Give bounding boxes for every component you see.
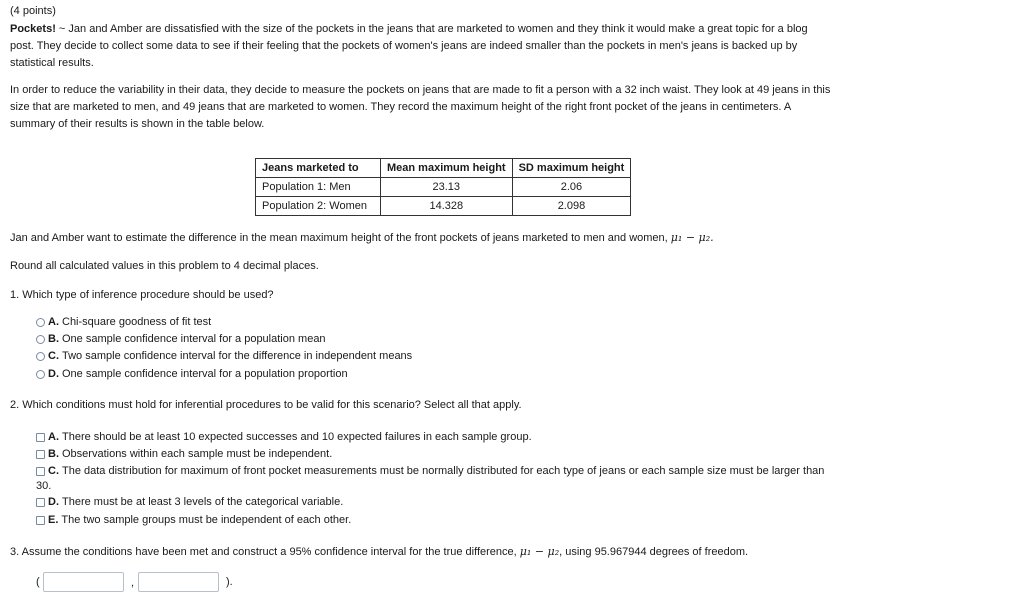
intro-line-3: statistical results. [10, 57, 94, 69]
intro-line-2: post. They decide to collect some data to see if their feeling that the pockets of women's jeans are indeed smaller than the pockets in men's jeans is backed up by [10, 40, 798, 52]
points-label: (4 points) [10, 5, 56, 17]
option-text: The data distribution for maximum of front pocket measurements must be normally distributed for each type of jeans or each sample size must be larger than [62, 465, 825, 477]
method-line-2: size that are marketed to men, and 49 jeans that are marketed to women. They record the maximum height of the right front pocket of the jeans in centimeters. A [10, 101, 792, 113]
table-cell: Population 1: Men [256, 178, 381, 197]
q1-option-d[interactable] [36, 366, 348, 383]
header-jeans: Jeans marketed to [256, 159, 381, 178]
lower-bound-input[interactable] [43, 572, 124, 592]
table-cell: Population 2: Women [256, 197, 381, 216]
rounding-instruction: Round all calculated values in this problem to 4 decimal places. [10, 260, 319, 272]
intro-paragraph [10, 21, 910, 72]
q2-option-d[interactable] [36, 494, 343, 511]
checkbox[interactable] [36, 498, 45, 507]
option-text: There should be at least 10 expected successes and 10 expected failures in each sample group. [62, 431, 532, 443]
q1-option-b[interactable] [36, 331, 326, 348]
option-letter: C. [48, 465, 59, 477]
option-letter: A. [48, 431, 59, 443]
q3-prompt-suffix: , using 95.967944 degrees of freedom. [559, 546, 749, 558]
q2-prompt: 2. Which conditions must hold for inferential procedures to be valid for this scenario? Select all that apply. [10, 399, 522, 411]
table-row [256, 197, 631, 216]
summary-table [255, 158, 631, 216]
open-paren: ( [36, 576, 40, 588]
option-letter: D. [48, 496, 59, 508]
option-letter: C. [48, 350, 59, 362]
option-text: Chi-square goodness of fit test [62, 316, 212, 328]
checkbox[interactable] [36, 450, 45, 459]
method-paragraph [10, 82, 910, 133]
mu-difference: μ₁ − μ₂. [670, 231, 714, 244]
option-text: One sample confidence interval for a population mean [62, 333, 326, 345]
table-cell: 2.06 [512, 178, 631, 197]
option-letter: E. [48, 514, 59, 526]
header-sd: SD maximum height [512, 159, 631, 178]
q1-option-c[interactable] [36, 348, 412, 365]
estimate-statement [10, 229, 714, 247]
estimate-text: Jan and Amber want to estimate the difference in the mean maximum height of the front pockets of jeans marketed to men and women, [10, 232, 671, 244]
option-letter: D. [48, 368, 59, 380]
table-header-row [256, 159, 631, 178]
option-text: One sample confidence interval for a population proportion [62, 368, 348, 380]
title-separator: ~ [55, 23, 69, 35]
q2-option-a[interactable] [36, 429, 532, 446]
upper-bound-input[interactable] [138, 572, 219, 592]
method-line-3: summary of their results is shown in the table below. [10, 118, 265, 130]
mu-difference: μ₁ − μ₂ [519, 545, 560, 558]
header-mean: Mean maximum height [381, 159, 513, 178]
q2-option-e[interactable] [36, 512, 351, 529]
problem-title: Pockets! [10, 23, 56, 35]
radio-button[interactable] [36, 335, 45, 344]
table-cell: 14.328 [381, 197, 513, 216]
q2-option-c[interactable] [36, 463, 824, 480]
table-row [256, 178, 631, 197]
radio-button[interactable] [36, 318, 45, 327]
table-cell: 2.098 [512, 197, 631, 216]
option-letter: A. [48, 316, 59, 328]
option-text: Two sample confidence interval for the difference in independent means [62, 350, 413, 362]
option-text: The two sample groups must be independent of each other. [61, 514, 352, 526]
comma: , [131, 577, 135, 589]
close-paren: ). [226, 576, 233, 588]
radio-button[interactable] [36, 352, 45, 361]
radio-button[interactable] [36, 370, 45, 379]
option-letter: B. [48, 333, 59, 345]
intro-line-1: Jan and Amber are dissatisfied with the size of the pockets in the jeans that are marketed to women and they think it would make a great topic for a blog [68, 23, 808, 35]
q1-prompt: 1. Which type of inference procedure should be used? [10, 289, 274, 301]
option-letter: B. [48, 448, 59, 460]
option-text-continued: 30. [36, 480, 52, 492]
method-line-1: In order to reduce the variability in their data, they decide to measure the pockets on jeans that are made to fit a person with a 32 inch waist. They look at 49 jeans in this [10, 84, 831, 96]
q3-prompt-text: 3. Assume the conditions have been met and construct a 95% confidence interval for the true difference, [10, 546, 520, 558]
checkbox[interactable] [36, 467, 45, 476]
option-text: There must be at least 3 levels of the categorical variable. [62, 496, 344, 508]
option-text: Observations within each sample must be independent. [62, 448, 333, 460]
table-cell: 23.13 [381, 178, 513, 197]
q3-prompt [10, 543, 748, 561]
q2-option-b[interactable] [36, 446, 332, 463]
checkbox[interactable] [36, 516, 45, 525]
checkbox[interactable] [36, 433, 45, 442]
q1-option-a[interactable] [36, 314, 211, 331]
